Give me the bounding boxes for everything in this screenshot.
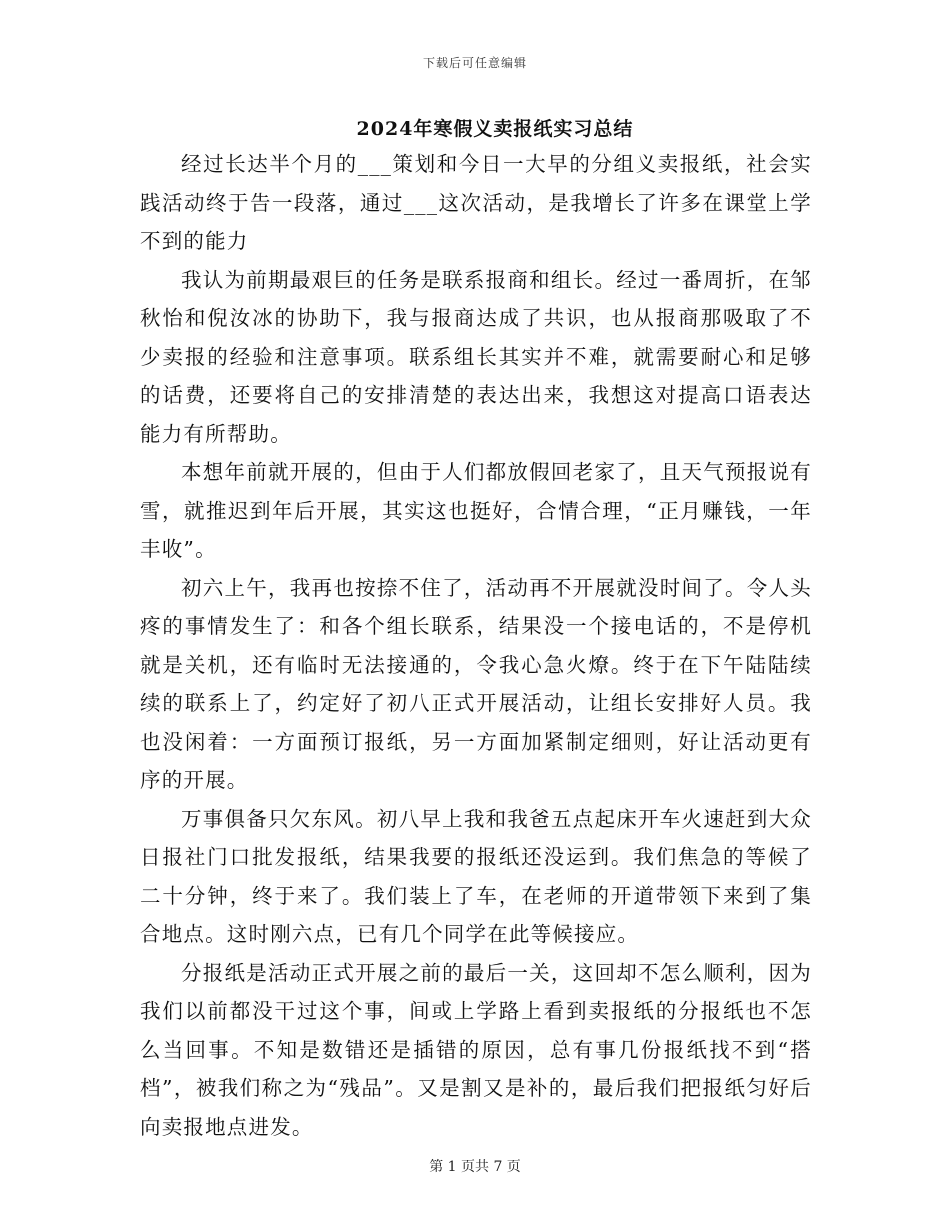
document-body (140, 145, 812, 1146)
paragraph: 初六上午，我再也按捺不住了，活动再不开展就没时间了。令人头疼的事情发生了：和各个组长联系，结果没一个接电话的，不是停机就是关机，还有临时无法接通的，令我心急火燎。终于在下午陆陆续续的联系上了，约定好了初八正式开展活动，让组长安排好人员。我也没闲着：一方面预订报纸，另一方面加紧制定细则，好让活动更有序的开展。 (140, 575, 812, 792)
document-title: 2024年寒假义卖报纸实习总结 (356, 118, 634, 140)
paragraph: 我认为前期最艰巨的任务是联系报商和组长。经过一番周折，在邹秋怡和倪汝冰的协助下，我与报商达成了共识，也从报商那吸取了不少卖报的经验和注意事项。联系组长其实并不难，就需要耐心和足够的话费，还要将自己的安排清楚的表达出来，我想这对提高口语表达能力有所帮助。 (140, 267, 812, 446)
page-number: 第 1 页共 7 页 (429, 1159, 521, 1175)
paragraph: 分报纸是活动正式开展之前的最后一关，这回却不怎么顺利，因为我们以前都没干过这个事，间或上学路上看到卖报纸的分报纸也不怎么当回事。不知是数错还是插错的原因，总有事几份报纸找不到“搭档”，被我们称之为“残品”。又是割又是补的，最后我们把报纸匀好后向卖报地点进发。 (140, 960, 812, 1139)
paragraph: 经过长达半个月的___策划和今日一大早的分组义卖报纸，社会实践活动终于告一段落，通过___这次活动，是我增长了许多在课堂上学不到的能力 (140, 152, 812, 253)
paragraph: 万事俱备只欠东风。初八早上我和我爸五点起床开车火速赶到大众日报社门口批发报纸，结果我要的报纸还没运到。我们焦急的等候了二十分钟，终于来了。我们装上了车，在老师的开道带领下来到了集合地点。这时刚六点，已有几个同学在此等候接应。 (140, 806, 812, 946)
header-note: 下载后可任意编辑 (422, 56, 527, 70)
paragraph: 本想年前就开展的，但由于人们都放假回老家了，且天气预报说有雪，就推迟到年后开展，其实这也挺好，合情合理，“正月赚钱，一年丰收”。 (140, 460, 812, 561)
